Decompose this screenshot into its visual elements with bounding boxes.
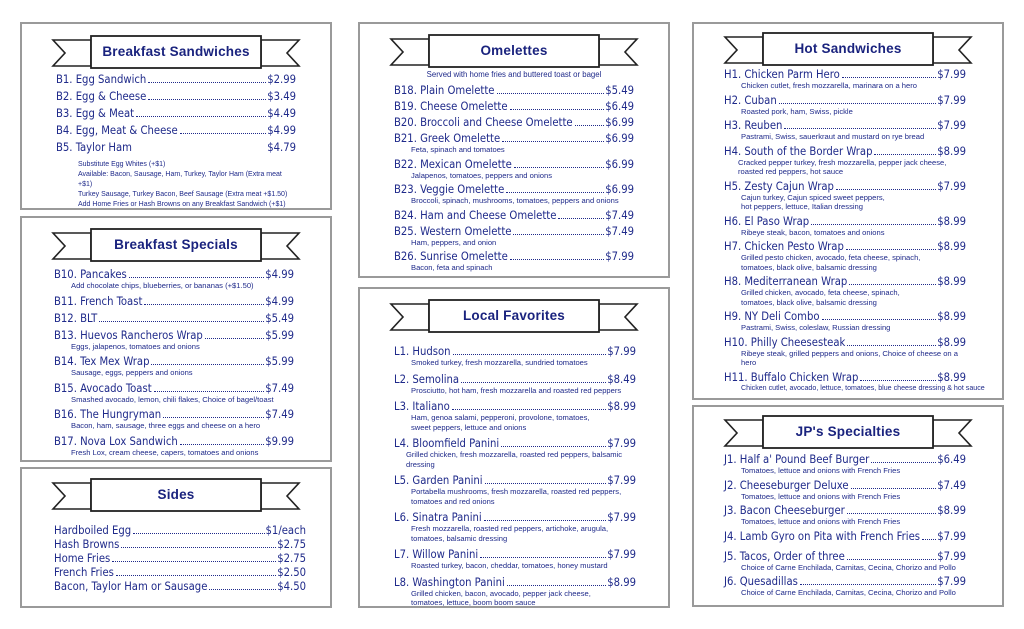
item-price: $7.99 — [607, 437, 636, 450]
menu-item — [394, 116, 634, 129]
item-price: $8.99 — [937, 504, 966, 517]
item-price: $3.49 — [267, 90, 296, 103]
omelettes-panel — [358, 22, 670, 278]
item-name: B5. Taylor Ham — [56, 141, 132, 154]
item-description: Choice of Carne Enchilada, Carnitas, Cecina, Chorizo and Pollo — [741, 588, 956, 597]
menu-item — [56, 73, 296, 86]
item-list — [694, 68, 1002, 396]
item-description: Roasted pork, ham, Swiss, pickle — [741, 106, 853, 116]
menu-item — [724, 575, 966, 598]
menu-item — [724, 240, 966, 272]
item-description: Chicken cutlet, fresh mozzarella, marinara on a hero — [741, 81, 918, 90]
item-name: H8. Mediterranean Wrap — [724, 275, 848, 288]
notes — [56, 160, 296, 210]
item-price: $7.99 — [607, 548, 636, 561]
item-description: Ham, peppers, and onion — [411, 237, 497, 247]
menu-item — [394, 84, 634, 97]
item-description: Tomatoes, lettuce and onions with French Fries — [741, 517, 901, 526]
item-name: B22. Mexican Omelette — [394, 157, 512, 171]
menu-item — [54, 435, 294, 458]
menu-item — [54, 566, 306, 579]
menu-item — [724, 370, 985, 394]
section-subtitle: Served with home fries and buttered toast or bagel — [426, 70, 602, 79]
item-list — [360, 84, 668, 276]
item-description: Ribeye steak, bacon, tomatoes and onions — [741, 227, 885, 237]
item-name: L7. Willow Panini — [394, 548, 479, 561]
item-name: Home Fries — [54, 552, 111, 565]
menu-item — [394, 511, 636, 543]
item-name: B12. BLT — [54, 311, 98, 325]
item-price: $8.99 — [937, 275, 966, 288]
item-list — [360, 345, 668, 613]
item-price: $2.75 — [277, 538, 306, 551]
item-name: H11. Buffalo Chicken Wrap — [724, 370, 859, 384]
item-description: Bacon, ham, sausage, three eggs and cheese on a hero — [71, 421, 261, 430]
item-description: Prosciutto, hot ham, fresh mozzarella and roasted red peppers — [411, 385, 622, 395]
item-description: Cajun turkey, Cajun spiced sweet peppers, hot peppers, lettuce, Italian dressing — [741, 192, 885, 211]
item-description: Smashed avocado, lemon, chili flakes, Choice of bagel/toast — [71, 394, 274, 404]
item-price: $8.99 — [937, 310, 966, 323]
item-description: Fresh mozzarella, roasted red peppers, artichoke, arugula, tomatoes, balsamic dressing — [411, 524, 609, 543]
menu-item — [394, 158, 634, 181]
item-description: Grilled chicken, bacon, avocado, pepper jack cheese, tomatoes, lettuce, boom boom sauce — [411, 588, 591, 607]
note-line: Substitute Egg Whites (+$1) — [78, 161, 166, 168]
note-line: Add Home Fries or Hash Browns on any Breakfast Sandwich (+$1) — [78, 201, 286, 208]
menu-item — [56, 124, 296, 137]
item-description: Smoked turkey, fresh mozzarella, sundried tomatoes — [411, 358, 588, 367]
section-title: Breakfast Specials — [114, 237, 238, 252]
menu-item — [394, 548, 636, 571]
item-description: Roasted turkey, bacon, cheddar, tomatoes, honey mustard — [411, 561, 608, 570]
menu-item — [54, 382, 294, 405]
menu-item — [394, 250, 634, 273]
item-description: Jalapenos, tomatoes, peppers and onions — [411, 170, 553, 180]
item-name: J1. Half a' Pound Beef Burger — [724, 453, 870, 466]
item-name: B4. Egg, Meat & Cheese — [56, 124, 178, 137]
item-description: Bacon, feta and spinach — [411, 263, 493, 272]
item-description: Pastrami, Swiss, sauerkraut and mustard on rye bread — [741, 132, 925, 141]
menu-item — [724, 215, 966, 238]
item-list — [22, 524, 330, 594]
breakfast-specials-panel — [20, 216, 332, 462]
item-price: $6.49 — [937, 453, 966, 466]
hot-sandwiches-panel — [692, 22, 1004, 400]
item-name: J3. Bacon Cheeseburger — [724, 504, 845, 517]
item-price: $2.50 — [277, 566, 306, 579]
menu-item — [394, 209, 634, 222]
item-price: $9.99 — [265, 434, 294, 448]
item-price: $8.99 — [607, 400, 636, 413]
item-list — [22, 268, 330, 461]
item-name: B24. Ham and Cheese Omelette — [394, 208, 557, 222]
item-price: $8.99 — [937, 144, 966, 158]
item-description: Broccoli, spinach, mushrooms, tomatoes, peppers and onions — [411, 196, 619, 205]
menu-item — [724, 119, 966, 142]
item-name: J6. Quesadillas — [724, 575, 798, 588]
item-price: $7.49 — [605, 208, 634, 222]
jps-specialties-panel — [692, 405, 1004, 607]
menu-item — [724, 68, 966, 91]
item-description: Pastrami, Swiss, coleslaw, Russian dressing — [741, 323, 891, 332]
item-description: Fresh Lox, cream cheese, capers, tomatoes and onions — [71, 447, 259, 457]
breakfast-specials-banner — [51, 227, 301, 265]
menu-item — [394, 373, 636, 396]
menu-item — [56, 141, 296, 154]
item-price: $5.99 — [265, 355, 294, 368]
item-price: $7.99 — [937, 68, 966, 81]
section-title: JP's Specialties — [795, 424, 901, 439]
local-favorites-banner — [389, 298, 639, 336]
item-price: $8.99 — [937, 335, 966, 349]
item-description: Grilled pesto chicken, avocado, feta cheese, spinach, tomatoes, black olive, balsamic dressing — [741, 253, 921, 272]
item-price: $5.49 — [265, 311, 294, 325]
section-title: Hot Sandwiches — [794, 41, 902, 56]
item-name: B14. Tex Mex Wrap — [54, 355, 150, 368]
item-price: $6.49 — [605, 100, 634, 113]
item-name: J5. Tacos, Order of three — [724, 549, 845, 563]
item-description: Choice of Carne Enchilada, Carnitas, Cecina, Chorizo and Pollo — [741, 562, 956, 572]
item-name: B17. Nova Lox Sandwich — [54, 434, 178, 448]
sides-banner — [51, 477, 301, 515]
item-name: B10. Pancakes — [54, 268, 127, 281]
omelettes-banner — [389, 33, 639, 71]
note-line: Turkey Sausage, Turkey Bacon, Beef Sausage (Extra meat +$1.50) — [78, 191, 288, 198]
menu-item — [394, 345, 636, 368]
breakfast-sandwiches-banner — [51, 34, 301, 72]
menu-item — [54, 408, 294, 431]
item-name: B16. The Hungryman — [54, 408, 162, 421]
item-name: Bacon, Taylor Ham or Sausage — [54, 580, 208, 593]
item-name: H9. NY Deli Combo — [724, 310, 820, 323]
item-price: $7.99 — [607, 474, 636, 487]
menu-item — [54, 355, 294, 378]
menu-item — [724, 145, 966, 177]
menu-item — [724, 453, 966, 476]
item-name: L5. Garden Panini — [394, 474, 483, 487]
menu-item — [394, 400, 636, 432]
sides-panel — [20, 467, 332, 608]
menu-item — [724, 180, 966, 212]
item-price: $6.99 — [605, 132, 634, 145]
item-name: H4. South of the Border Wrap — [724, 144, 873, 158]
menu-item — [54, 552, 306, 565]
item-description: Cracked pepper turkey, fresh mozzarella, pepper jack cheese, roasted red peppers, hot sauce — [738, 157, 947, 176]
local-favorites-panel — [358, 287, 670, 608]
item-name: H1. Chicken Parm Hero — [724, 68, 840, 81]
section-title: Breakfast Sandwiches — [102, 44, 250, 59]
item-list — [22, 73, 330, 210]
menu-item — [724, 94, 966, 117]
item-description: Sausage, eggs, peppers and onions — [71, 368, 193, 377]
menu-item — [54, 580, 306, 593]
menu-item — [56, 107, 296, 120]
item-description: Eggs, jalapenos, tomatoes and onions — [71, 341, 200, 351]
item-description: Add chocolate chips, blueberries, or bananas (+$1.50) — [71, 281, 254, 290]
item-description: Portabella mushrooms, fresh mozzarella, roasted red peppers, tomatoes and red onions — [411, 487, 622, 506]
menu-item — [724, 550, 966, 573]
item-name: L3. Italiano — [394, 400, 450, 413]
menu-item — [394, 437, 636, 469]
menu-item — [724, 479, 966, 502]
item-name: H6. El Paso Wrap — [724, 214, 810, 228]
section-title: Local Favorites — [462, 308, 566, 323]
item-name: B20. Broccoli and Cheese Omelette — [394, 116, 573, 129]
section-title: Sides — [157, 487, 195, 502]
menu-item — [54, 538, 306, 551]
item-price: $4.99 — [265, 268, 294, 281]
item-price: $5.49 — [605, 84, 634, 97]
item-name: J2. Cheeseburger Deluxe — [724, 478, 849, 492]
breakfast-sandwiches-panel — [20, 22, 332, 210]
item-name: Hardboiled Egg — [54, 524, 132, 537]
item-price: $2.99 — [267, 73, 296, 86]
item-name: L6. Sinatra Panini — [394, 511, 482, 524]
item-price: $7.99 — [605, 250, 634, 263]
item-name: French Fries — [54, 566, 114, 579]
menu-item — [394, 132, 634, 155]
item-price: $7.99 — [607, 511, 636, 524]
menu-item — [724, 310, 966, 333]
menu-item — [394, 225, 634, 248]
menu-item — [394, 183, 634, 206]
note-line: Available: Bacon, Sausage, Ham, Turkey, Taylor Ham (Extra meat +$1) — [78, 171, 282, 188]
menu-item — [54, 268, 294, 291]
item-name: H10. Philly Cheesesteak — [724, 335, 846, 349]
item-price: $4.99 — [267, 124, 296, 137]
menu-item — [54, 524, 306, 537]
item-price: $5.99 — [265, 328, 294, 342]
item-price: $4.50 — [277, 580, 306, 593]
item-price: $7.99 — [937, 529, 966, 543]
item-price: $7.49 — [265, 408, 294, 421]
item-price: $7.49 — [265, 381, 294, 395]
item-price: $6.99 — [605, 157, 634, 171]
item-name: B2. Egg & Cheese — [56, 90, 147, 103]
item-name: B21. Greek Omelette — [394, 132, 501, 145]
item-name: J4. Lamb Gyro on Pita with French Fries — [724, 529, 921, 543]
item-price: $7.99 — [937, 93, 966, 107]
item-description: Ribeye steak, grilled peppers and onions, Choice of cheese on a hero — [741, 348, 958, 367]
item-name: B15. Avocado Toast — [54, 381, 152, 395]
item-price: $7.99 — [937, 119, 966, 132]
menu-item — [724, 530, 966, 543]
item-name: H2. Cuban — [724, 93, 777, 107]
item-price: $6.99 — [605, 183, 634, 196]
item-description: Chicken cutlet, avocado, lettuce, tomatoes, blue cheese dressing & hot sauce — [741, 383, 985, 392]
item-list — [694, 453, 1002, 601]
item-description: Grilled chicken, avocado, feta cheese, spinach, tomatoes, black olive, balsamic dressing — [741, 288, 900, 307]
item-price: $1/each — [265, 524, 306, 537]
item-price: $7.99 — [937, 549, 966, 563]
section-title: Omelettes — [480, 43, 548, 58]
item-name: H5. Zesty Cajun Wrap — [724, 179, 834, 193]
menu-item — [56, 90, 296, 103]
item-price: $6.99 — [605, 116, 634, 129]
item-description: Ham, genoa salami, pepperoni, provolone, tomatoes, sweet peppers, lettuce and onions — [411, 413, 590, 432]
item-description: Tomatoes, lettuce and onions with French Fries — [741, 491, 901, 501]
item-price: $7.99 — [937, 575, 966, 588]
item-description: Grilled chicken, fresh mozzarella, roasted red peppers, balsamic dressing — [406, 450, 623, 469]
menu-item — [54, 329, 294, 352]
item-name: B19. Cheese Omelette — [394, 100, 508, 113]
item-name: H3. Reuben — [724, 119, 783, 132]
menu-item — [724, 336, 966, 368]
item-price: $8.99 — [937, 370, 966, 384]
item-price: $8.99 — [607, 575, 636, 589]
item-price: $7.99 — [937, 179, 966, 193]
menu-item — [724, 275, 966, 307]
item-name: L2. Semolina — [394, 372, 460, 386]
item-description: Tomatoes, lettuce and onions with French Fries — [741, 466, 901, 475]
menu-item — [394, 576, 636, 608]
item-price: $7.49 — [937, 478, 966, 492]
item-price: $4.49 — [267, 107, 296, 120]
item-price: $4.79 — [267, 141, 296, 154]
item-name: L8. Washington Panini — [394, 575, 505, 589]
menu-item — [54, 312, 294, 325]
item-name: B1. Egg Sandwich — [56, 73, 147, 86]
item-name: L1. Hudson — [394, 345, 451, 358]
jps-specialties-banner — [723, 414, 973, 452]
item-name: B18. Plain Omelette — [394, 84, 495, 97]
item-price: $2.75 — [277, 552, 306, 565]
item-name: B3. Egg & Meat — [56, 107, 135, 120]
item-name: B11. French Toast — [54, 294, 143, 308]
item-name: Hash Browns — [54, 538, 120, 551]
item-name: L4. Bloomfield Panini — [394, 437, 500, 450]
item-price: $4.99 — [265, 294, 294, 308]
menu-item — [394, 100, 634, 113]
menu-item — [724, 504, 966, 527]
item-description: Feta, spinach and tomatoes — [411, 145, 505, 154]
item-price: $7.49 — [605, 224, 634, 238]
item-price: $7.99 — [607, 345, 636, 358]
item-price: $8.99 — [937, 214, 966, 228]
item-price: $8.99 — [937, 240, 966, 253]
item-price: $8.49 — [607, 372, 636, 386]
menu-item — [394, 474, 636, 506]
item-name: B26. Sunrise Omelette — [394, 250, 508, 263]
menu-item — [54, 295, 294, 308]
hot-sandwiches-banner — [723, 31, 973, 69]
item-name: H7. Chicken Pesto Wrap — [724, 240, 844, 253]
item-name: B25. Western Omelette — [394, 224, 512, 238]
item-name: B13. Huevos Rancheros Wrap — [54, 328, 203, 342]
item-name: B23. Veggie Omelette — [394, 183, 505, 196]
